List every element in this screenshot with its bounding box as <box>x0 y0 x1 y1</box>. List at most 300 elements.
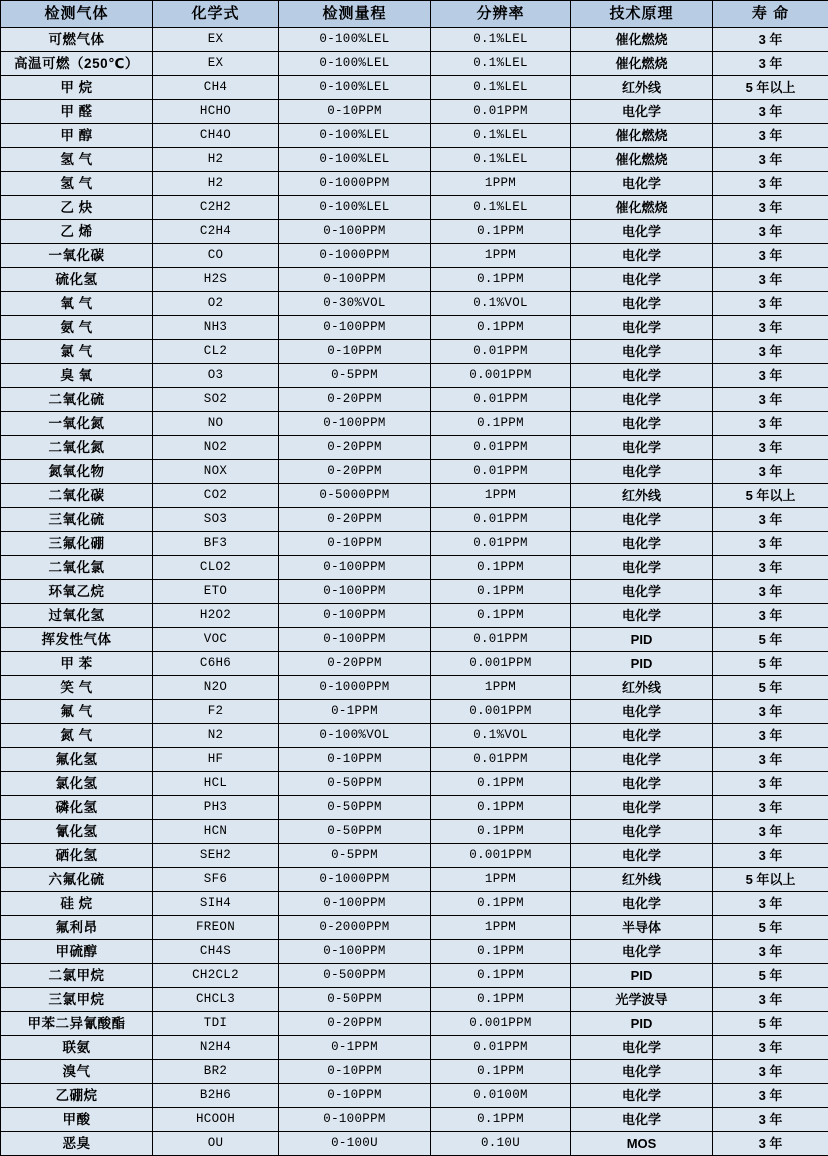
cell-resolution: 0.1PPM <box>431 796 571 820</box>
cell-formula: VOC <box>153 628 279 652</box>
cell-principle: 催化燃烧 <box>571 148 713 172</box>
cell-gas-name: 甲 醇 <box>1 124 153 148</box>
cell-range: 0-100%LEL <box>279 124 431 148</box>
cell-range: 0-50PPM <box>279 988 431 1012</box>
cell-principle: PID <box>571 652 713 676</box>
cell-resolution: 0.01PPM <box>431 388 571 412</box>
cell-resolution: 0.1PPM <box>431 892 571 916</box>
table-row <box>1 604 828 628</box>
cell-resolution: 0.01PPM <box>431 340 571 364</box>
table-row <box>1 412 828 436</box>
cell-resolution: 0.1%VOL <box>431 292 571 316</box>
cell-resolution: 0.1PPM <box>431 1060 571 1084</box>
cell-formula: H2 <box>153 172 279 196</box>
cell-lifetime: 3 年 <box>713 556 828 580</box>
cell-resolution: 0.1%LEL <box>431 52 571 76</box>
cell-gas-name: 乙 烯 <box>1 220 153 244</box>
cell-principle: 电化学 <box>571 748 713 772</box>
cell-range: 0-5PPM <box>279 364 431 388</box>
cell-gas-name: 氨 气 <box>1 316 153 340</box>
cell-resolution: 0.1PPM <box>431 988 571 1012</box>
table-row <box>1 436 828 460</box>
cell-range: 0-20PPM <box>279 652 431 676</box>
cell-lifetime: 5 年 <box>713 628 828 652</box>
cell-principle: 电化学 <box>571 340 713 364</box>
cell-principle: 电化学 <box>571 700 713 724</box>
cell-resolution: 0.1PPM <box>431 220 571 244</box>
cell-principle: 电化学 <box>571 316 713 340</box>
cell-lifetime: 5 年 <box>713 676 828 700</box>
cell-formula: SO3 <box>153 508 279 532</box>
cell-range: 0-30%VOL <box>279 292 431 316</box>
cell-range: 0-100%LEL <box>279 196 431 220</box>
cell-formula: HF <box>153 748 279 772</box>
cell-range: 0-1000PPM <box>279 172 431 196</box>
cell-lifetime: 5 年 <box>713 652 828 676</box>
table-row <box>1 28 828 52</box>
table-row <box>1 556 828 580</box>
cell-gas-name: 氮氧化物 <box>1 460 153 484</box>
cell-principle: 电化学 <box>571 412 713 436</box>
cell-principle: 红外线 <box>571 76 713 100</box>
cell-principle: 电化学 <box>571 580 713 604</box>
table-row <box>1 940 828 964</box>
cell-formula: FREON <box>153 916 279 940</box>
cell-formula: CO2 <box>153 484 279 508</box>
cell-lifetime: 3 年 <box>713 316 828 340</box>
cell-range: 0-1PPM <box>279 1036 431 1060</box>
cell-principle: 电化学 <box>571 724 713 748</box>
cell-lifetime: 3 年 <box>713 1132 828 1156</box>
cell-principle: PID <box>571 1012 713 1036</box>
cell-formula: BF3 <box>153 532 279 556</box>
cell-gas-name: 一氧化氮 <box>1 412 153 436</box>
cell-lifetime: 3 年 <box>713 988 828 1012</box>
table-row <box>1 964 828 988</box>
cell-resolution: 0.1%VOL <box>431 724 571 748</box>
cell-formula: BR2 <box>153 1060 279 1084</box>
cell-range: 0-20PPM <box>279 508 431 532</box>
cell-lifetime: 5 年 <box>713 916 828 940</box>
cell-principle: 电化学 <box>571 1108 713 1132</box>
cell-resolution: 0.10U <box>431 1132 571 1156</box>
cell-principle: 催化燃烧 <box>571 52 713 76</box>
table-row <box>1 100 828 124</box>
cell-lifetime: 3 年 <box>713 220 828 244</box>
cell-range: 0-20PPM <box>279 388 431 412</box>
cell-range: 0-100%VOL <box>279 724 431 748</box>
cell-resolution: 0.001PPM <box>431 1012 571 1036</box>
cell-range: 0-20PPM <box>279 436 431 460</box>
table-row <box>1 916 828 940</box>
cell-lifetime: 3 年 <box>713 772 828 796</box>
table-row <box>1 844 828 868</box>
cell-resolution: 1PPM <box>431 172 571 196</box>
cell-range: 0-1000PPM <box>279 676 431 700</box>
table-row <box>1 532 828 556</box>
cell-range: 0-100PPM <box>279 1108 431 1132</box>
table-row <box>1 148 828 172</box>
cell-resolution: 0.0100M <box>431 1084 571 1108</box>
cell-lifetime: 5 年以上 <box>713 76 828 100</box>
table-row <box>1 292 828 316</box>
cell-lifetime: 3 年 <box>713 580 828 604</box>
cell-lifetime: 3 年 <box>713 436 828 460</box>
cell-resolution: 0.01PPM <box>431 532 571 556</box>
table-row <box>1 508 828 532</box>
cell-lifetime: 3 年 <box>713 844 828 868</box>
cell-formula: TDI <box>153 1012 279 1036</box>
cell-range: 0-100%LEL <box>279 28 431 52</box>
cell-gas-name: 氧 气 <box>1 292 153 316</box>
cell-principle: 红外线 <box>571 868 713 892</box>
table-row <box>1 1132 828 1156</box>
cell-principle: 半导体 <box>571 916 713 940</box>
cell-lifetime: 3 年 <box>713 28 828 52</box>
cell-range: 0-10PPM <box>279 748 431 772</box>
table-row <box>1 196 828 220</box>
cell-formula: EX <box>153 52 279 76</box>
table-row <box>1 724 828 748</box>
cell-principle: 电化学 <box>571 556 713 580</box>
cell-gas-name: 甲 醛 <box>1 100 153 124</box>
cell-formula: EX <box>153 28 279 52</box>
cell-gas-name: 氢 气 <box>1 172 153 196</box>
cell-range: 0-50PPM <box>279 820 431 844</box>
cell-formula: C2H2 <box>153 196 279 220</box>
cell-range: 0-100U <box>279 1132 431 1156</box>
cell-formula: NO2 <box>153 436 279 460</box>
cell-formula: O2 <box>153 292 279 316</box>
cell-formula: N2O <box>153 676 279 700</box>
cell-gas-name: 硒化氢 <box>1 844 153 868</box>
cell-formula: HCN <box>153 820 279 844</box>
column-header-gas: 检测气体 <box>1 1 153 28</box>
cell-resolution: 0.1PPM <box>431 556 571 580</box>
table-row <box>1 388 828 412</box>
cell-formula: C2H4 <box>153 220 279 244</box>
cell-resolution: 0.1%LEL <box>431 76 571 100</box>
table-row <box>1 988 828 1012</box>
cell-range: 0-100PPM <box>279 892 431 916</box>
cell-gas-name: 氯 气 <box>1 340 153 364</box>
cell-principle: PID <box>571 964 713 988</box>
table-row <box>1 484 828 508</box>
cell-gas-name: 溴气 <box>1 1060 153 1084</box>
cell-gas-name: 氢 气 <box>1 148 153 172</box>
cell-resolution: 1PPM <box>431 916 571 940</box>
cell-principle: 电化学 <box>571 532 713 556</box>
cell-range: 0-100PPM <box>279 220 431 244</box>
cell-lifetime: 5 年 <box>713 964 828 988</box>
cell-principle: 电化学 <box>571 268 713 292</box>
cell-principle: 红外线 <box>571 676 713 700</box>
cell-lifetime: 3 年 <box>713 100 828 124</box>
table-row <box>1 700 828 724</box>
cell-lifetime: 3 年 <box>713 172 828 196</box>
cell-gas-name: 硫化氢 <box>1 268 153 292</box>
cell-resolution: 0.001PPM <box>431 364 571 388</box>
cell-formula: SO2 <box>153 388 279 412</box>
cell-range: 0-100PPM <box>279 268 431 292</box>
cell-formula: NO <box>153 412 279 436</box>
cell-lifetime: 3 年 <box>713 148 828 172</box>
cell-principle: 电化学 <box>571 1060 713 1084</box>
table-row <box>1 52 828 76</box>
cell-principle: 电化学 <box>571 436 713 460</box>
cell-lifetime: 3 年 <box>713 892 828 916</box>
cell-gas-name: 甲 苯 <box>1 652 153 676</box>
cell-resolution: 0.1%LEL <box>431 28 571 52</box>
cell-range: 0-5PPM <box>279 844 431 868</box>
cell-range: 0-100PPM <box>279 628 431 652</box>
cell-principle: PID <box>571 628 713 652</box>
table-row <box>1 1060 828 1084</box>
cell-gas-name: 氟化氢 <box>1 748 153 772</box>
table-row <box>1 268 828 292</box>
cell-range: 0-10PPM <box>279 100 431 124</box>
cell-resolution: 1PPM <box>431 484 571 508</box>
cell-lifetime: 5 年以上 <box>713 484 828 508</box>
table-row <box>1 340 828 364</box>
cell-gas-name: 磷化氢 <box>1 796 153 820</box>
cell-gas-name: 可燃气体 <box>1 28 153 52</box>
cell-formula: SIH4 <box>153 892 279 916</box>
cell-principle: 电化学 <box>571 796 713 820</box>
cell-gas-name: 氰化氢 <box>1 820 153 844</box>
table-body <box>1 28 828 1156</box>
table-row <box>1 868 828 892</box>
cell-range: 0-1000PPM <box>279 868 431 892</box>
cell-gas-name: 挥发性气体 <box>1 628 153 652</box>
cell-principle: 光学波导 <box>571 988 713 1012</box>
cell-formula: HCHO <box>153 100 279 124</box>
cell-principle: 电化学 <box>571 100 713 124</box>
cell-resolution: 0.1PPM <box>431 772 571 796</box>
cell-gas-name: 氮 气 <box>1 724 153 748</box>
cell-principle: 电化学 <box>571 292 713 316</box>
cell-gas-name: 环氧乙烷 <box>1 580 153 604</box>
cell-principle: MOS <box>571 1132 713 1156</box>
cell-resolution: 0.01PPM <box>431 436 571 460</box>
cell-formula: H2 <box>153 148 279 172</box>
cell-range: 0-100%LEL <box>279 148 431 172</box>
table-row <box>1 748 828 772</box>
cell-range: 0-100PPM <box>279 316 431 340</box>
cell-principle: 电化学 <box>571 844 713 868</box>
column-header-formula: 化学式 <box>153 1 279 28</box>
cell-resolution: 0.01PPM <box>431 1036 571 1060</box>
cell-resolution: 1PPM <box>431 676 571 700</box>
cell-gas-name: 三氧化硫 <box>1 508 153 532</box>
cell-resolution: 0.1PPM <box>431 940 571 964</box>
cell-lifetime: 3 年 <box>713 124 828 148</box>
table-row <box>1 124 828 148</box>
table-header <box>1 1 828 28</box>
cell-range: 0-1000PPM <box>279 244 431 268</box>
cell-lifetime: 3 年 <box>713 196 828 220</box>
cell-formula: CHCL3 <box>153 988 279 1012</box>
cell-principle: 电化学 <box>571 220 713 244</box>
cell-principle: 电化学 <box>571 940 713 964</box>
cell-formula: H2S <box>153 268 279 292</box>
column-header-range: 检测量程 <box>279 1 431 28</box>
cell-lifetime: 3 年 <box>713 292 828 316</box>
cell-principle: 红外线 <box>571 484 713 508</box>
cell-range: 0-5000PPM <box>279 484 431 508</box>
cell-range: 0-100PPM <box>279 940 431 964</box>
column-header-lifetime: 寿 命 <box>713 1 828 28</box>
cell-lifetime: 3 年 <box>713 796 828 820</box>
cell-principle: 催化燃烧 <box>571 124 713 148</box>
cell-range: 0-50PPM <box>279 796 431 820</box>
cell-resolution: 0.001PPM <box>431 652 571 676</box>
table-row <box>1 1084 828 1108</box>
cell-formula: B2H6 <box>153 1084 279 1108</box>
cell-lifetime: 3 年 <box>713 388 828 412</box>
cell-formula: SEH2 <box>153 844 279 868</box>
cell-gas-name: 六氟化硫 <box>1 868 153 892</box>
cell-lifetime: 5 年以上 <box>713 868 828 892</box>
cell-resolution: 0.1PPM <box>431 964 571 988</box>
cell-gas-name: 甲 烷 <box>1 76 153 100</box>
cell-formula: CH2CL2 <box>153 964 279 988</box>
table-row <box>1 628 828 652</box>
cell-formula: HCOOH <box>153 1108 279 1132</box>
cell-gas-name: 乙 炔 <box>1 196 153 220</box>
cell-resolution: 1PPM <box>431 868 571 892</box>
table-row <box>1 1108 828 1132</box>
cell-range: 0-50PPM <box>279 772 431 796</box>
cell-gas-name: 臭 氧 <box>1 364 153 388</box>
cell-principle: 电化学 <box>571 1084 713 1108</box>
cell-lifetime: 3 年 <box>713 604 828 628</box>
cell-lifetime: 3 年 <box>713 820 828 844</box>
cell-lifetime: 3 年 <box>713 748 828 772</box>
cell-resolution: 0.1PPM <box>431 412 571 436</box>
cell-lifetime: 3 年 <box>713 724 828 748</box>
table-row <box>1 820 828 844</box>
cell-range: 0-100%LEL <box>279 52 431 76</box>
cell-gas-name: 笑 气 <box>1 676 153 700</box>
cell-resolution: 0.01PPM <box>431 748 571 772</box>
cell-range: 0-10PPM <box>279 340 431 364</box>
cell-principle: 催化燃烧 <box>571 196 713 220</box>
table-row <box>1 76 828 100</box>
column-header-principle: 技术原理 <box>571 1 713 28</box>
cell-range: 0-100%LEL <box>279 76 431 100</box>
cell-formula: NOX <box>153 460 279 484</box>
cell-principle: 电化学 <box>571 508 713 532</box>
cell-range: 0-100PPM <box>279 556 431 580</box>
cell-lifetime: 3 年 <box>713 412 828 436</box>
cell-principle: 催化燃烧 <box>571 28 713 52</box>
cell-formula: H2O2 <box>153 604 279 628</box>
cell-resolution: 0.1PPM <box>431 1108 571 1132</box>
cell-resolution: 0.1%LEL <box>431 124 571 148</box>
cell-resolution: 0.1PPM <box>431 268 571 292</box>
cell-range: 0-10PPM <box>279 532 431 556</box>
cell-gas-name: 二氯甲烷 <box>1 964 153 988</box>
cell-formula: O3 <box>153 364 279 388</box>
table-row <box>1 244 828 268</box>
cell-lifetime: 3 年 <box>713 1060 828 1084</box>
cell-gas-name: 氟 气 <box>1 700 153 724</box>
table-row <box>1 676 828 700</box>
cell-formula: OU <box>153 1132 279 1156</box>
cell-range: 0-20PPM <box>279 460 431 484</box>
cell-formula: CO <box>153 244 279 268</box>
cell-lifetime: 3 年 <box>713 340 828 364</box>
table-row <box>1 364 828 388</box>
cell-resolution: 0.1PPM <box>431 316 571 340</box>
cell-gas-name: 一氧化碳 <box>1 244 153 268</box>
cell-resolution: 0.01PPM <box>431 460 571 484</box>
cell-gas-name: 甲硫醇 <box>1 940 153 964</box>
cell-range: 0-10PPM <box>279 1084 431 1108</box>
cell-range: 0-100PPM <box>279 580 431 604</box>
cell-formula: PH3 <box>153 796 279 820</box>
cell-resolution: 0.01PPM <box>431 508 571 532</box>
table-row <box>1 316 828 340</box>
table-row <box>1 892 828 916</box>
cell-principle: 电化学 <box>571 604 713 628</box>
cell-resolution: 0.1PPM <box>431 604 571 628</box>
cell-gas-name: 氯化氢 <box>1 772 153 796</box>
cell-formula: N2 <box>153 724 279 748</box>
column-header-resolution: 分辨率 <box>431 1 571 28</box>
cell-formula: CH4O <box>153 124 279 148</box>
cell-lifetime: 3 年 <box>713 940 828 964</box>
cell-formula: CLO2 <box>153 556 279 580</box>
cell-principle: 电化学 <box>571 172 713 196</box>
cell-resolution: 0.1PPM <box>431 820 571 844</box>
cell-gas-name: 氟利昂 <box>1 916 153 940</box>
cell-gas-name: 恶臭 <box>1 1132 153 1156</box>
cell-principle: 电化学 <box>571 820 713 844</box>
table-row <box>1 772 828 796</box>
cell-lifetime: 3 年 <box>713 532 828 556</box>
cell-gas-name: 高温可燃（250℃） <box>1 52 153 76</box>
cell-formula: NH3 <box>153 316 279 340</box>
cell-lifetime: 3 年 <box>713 508 828 532</box>
cell-formula: N2H4 <box>153 1036 279 1060</box>
cell-lifetime: 3 年 <box>713 460 828 484</box>
cell-lifetime: 3 年 <box>713 364 828 388</box>
cell-gas-name: 二氧化氯 <box>1 556 153 580</box>
cell-lifetime: 3 年 <box>713 1036 828 1060</box>
table-row <box>1 220 828 244</box>
cell-principle: 电化学 <box>571 364 713 388</box>
cell-principle: 电化学 <box>571 772 713 796</box>
cell-resolution: 0.01PPM <box>431 100 571 124</box>
cell-lifetime: 3 年 <box>713 52 828 76</box>
table-header-row <box>1 1 828 28</box>
cell-gas-name: 过氧化氢 <box>1 604 153 628</box>
cell-principle: 电化学 <box>571 892 713 916</box>
cell-lifetime: 3 年 <box>713 244 828 268</box>
cell-resolution: 0.1PPM <box>431 580 571 604</box>
cell-resolution: 0.1%LEL <box>431 148 571 172</box>
cell-range: 0-100PPM <box>279 604 431 628</box>
cell-principle: 电化学 <box>571 244 713 268</box>
table-row <box>1 172 828 196</box>
cell-range: 0-2000PPM <box>279 916 431 940</box>
cell-lifetime: 3 年 <box>713 1084 828 1108</box>
cell-gas-name: 二氧化氮 <box>1 436 153 460</box>
cell-formula: ETO <box>153 580 279 604</box>
cell-range: 0-1PPM <box>279 700 431 724</box>
